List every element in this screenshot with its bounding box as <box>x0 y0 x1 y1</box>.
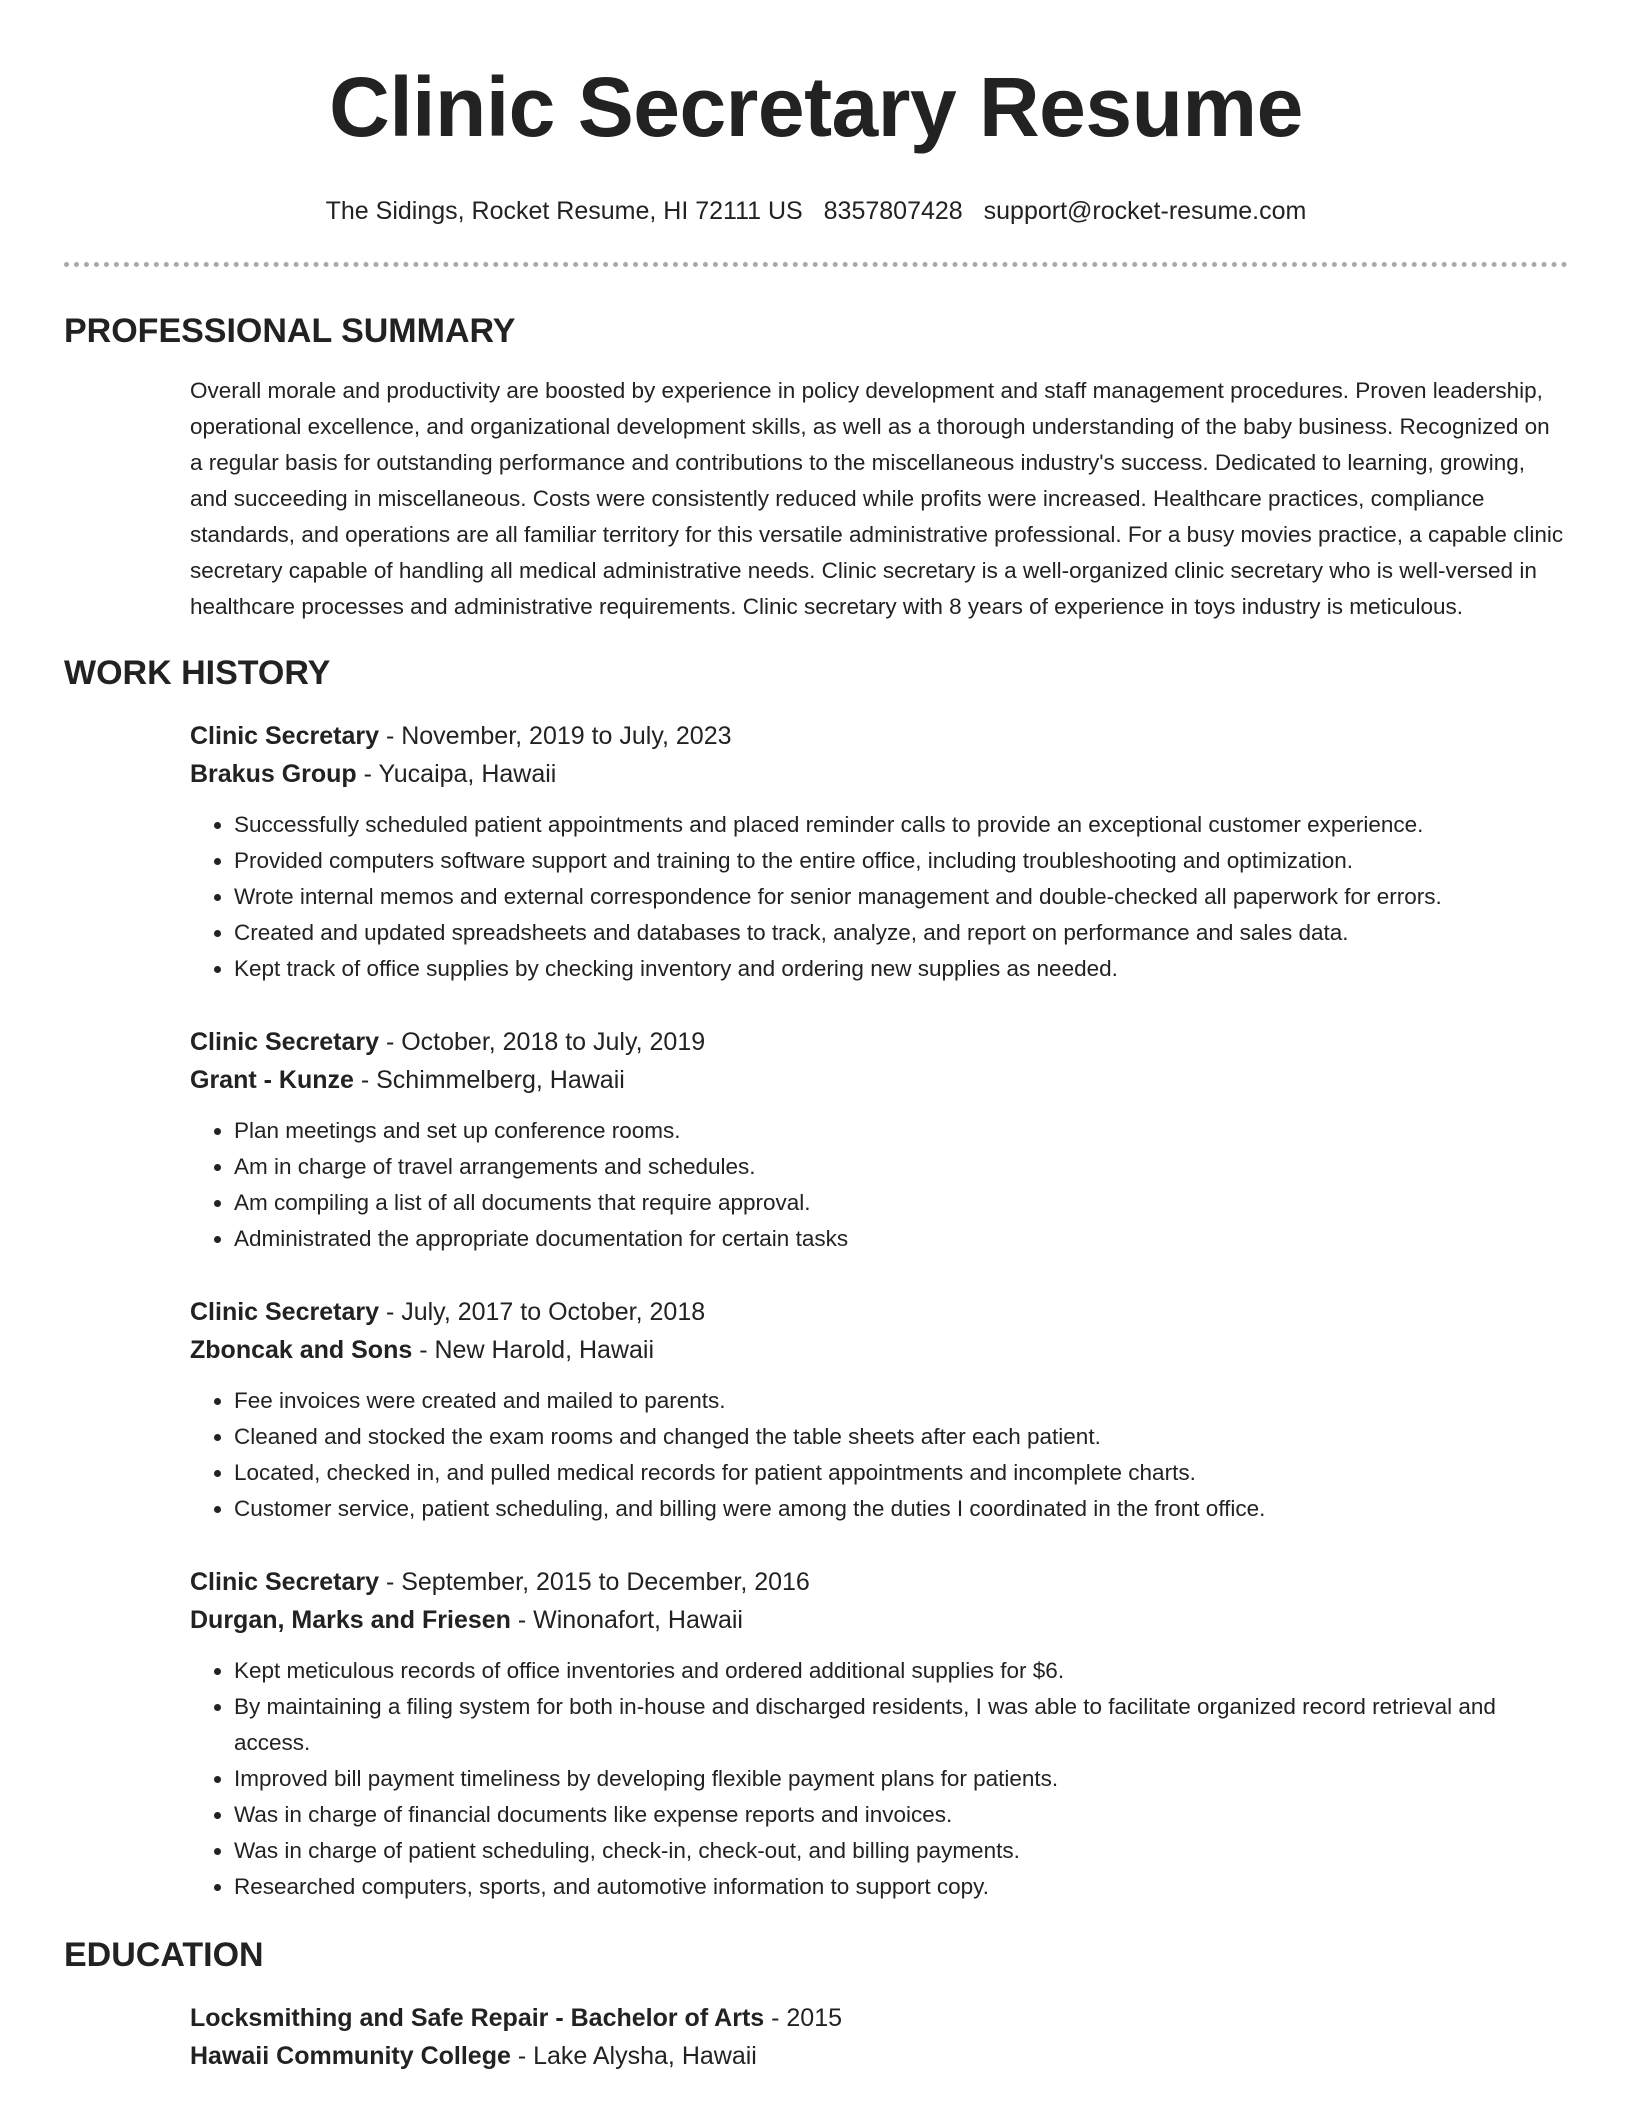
job-company: Brakus Group <box>190 760 357 788</box>
job-title: Clinic Secretary <box>190 722 379 750</box>
job-title: Clinic Secretary <box>190 1028 379 1056</box>
job-duties-list <box>190 807 1568 987</box>
education-section <box>64 1933 1568 2075</box>
section-heading-education: EDUCATION <box>64 1936 264 1974</box>
duty-item: • Kept track of office supplies by checking inventory and ordering new supplies as needed. <box>234 951 1568 987</box>
job-entry <box>190 1293 1568 1527</box>
duty-item: • Administrated the appropriate documentation for certain tasks <box>234 1221 1568 1257</box>
header-divider <box>64 262 1568 267</box>
job-dates: - July, 2017 to October, 2018 <box>379 1298 706 1326</box>
duty-item: • Provided computers software support and training to the entire office, including troubleshooting and optimization. <box>234 843 1568 879</box>
duty-item: • Wrote internal memos and external correspondence for senior management and double-checked all paperwork for errors. <box>234 879 1568 915</box>
job-title: Clinic Secretary <box>190 1298 379 1326</box>
contact-address: The Sidings, Rocket Resume, HI 72111 US <box>325 197 803 225</box>
job-location: - Winonafort, Hawaii <box>510 1606 743 1634</box>
job-location: - Schimmelberg, Hawaii <box>353 1066 625 1094</box>
duty-item: • Cleaned and stocked the exam rooms and changed the table sheets after each patient. <box>234 1419 1568 1455</box>
job-entry <box>190 717 1568 987</box>
resume-page <box>64 0 1568 2075</box>
education-degree: Locksmithing and Safe Repair - Bachelor of Arts <box>190 2004 765 2032</box>
job-dates: - November, 2019 to July, 2023 <box>379 722 732 750</box>
job-dates: - October, 2018 to July, 2019 <box>379 1028 706 1056</box>
duty-item: • By maintaining a filing system for both in-house and discharged residents, I was able to facilitate organized record retrieval and access. <box>234 1689 1568 1761</box>
education-school: Hawaii Community College <box>190 2042 511 2070</box>
job-entry <box>190 1563 1568 1905</box>
job-duties-list <box>190 1113 1568 1257</box>
contact-phone: 8357807428 <box>823 197 963 225</box>
job-company: Durgan, Marks and Friesen <box>190 1606 511 1634</box>
duty-item: • Customer service, patient scheduling, and billing were among the duties I coordinated in the front office. <box>234 1491 1568 1527</box>
duty-item: • Located, checked in, and pulled medical records for patient appointments and incomplete charts. <box>234 1455 1568 1491</box>
job-company-line <box>190 1601 1568 1639</box>
duty-item: • Improved bill payment timeliness by developing flexible payment plans for patients. <box>234 1761 1568 1797</box>
section-heading-summary: PROFESSIONAL SUMMARY <box>64 312 516 350</box>
duty-item: • Was in charge of financial documents like expense reports and invoices. <box>234 1797 1568 1833</box>
job-location: - Yucaipa, Hawaii <box>356 760 557 788</box>
education-entry <box>190 1999 1568 2075</box>
job-location: - New Harold, Hawaii <box>412 1336 655 1364</box>
job-title-line <box>190 1023 1568 1061</box>
duty-item: • Am in charge of travel arrangements and schedules. <box>234 1149 1568 1185</box>
job-company-line <box>190 755 1568 793</box>
job-entry <box>190 1023 1568 1257</box>
job-title-line <box>190 1563 1568 1601</box>
job-title-line <box>190 717 1568 755</box>
education-school-line <box>190 2037 1568 2075</box>
duty-item: • Am compiling a list of all documents that require approval. <box>234 1185 1568 1221</box>
job-company: Zboncak and Sons <box>190 1336 413 1364</box>
job-company-line <box>190 1331 1568 1369</box>
job-title: Clinic Secretary <box>190 1568 379 1596</box>
duty-item: • Created and updated spreadsheets and databases to track, analyze, and report on performance and sales data. <box>234 915 1568 951</box>
professional-summary-section <box>64 309 1568 625</box>
contact-info <box>64 194 1568 228</box>
job-duties-list <box>190 1653 1568 1905</box>
duty-item: • Researched computers, sports, and automotive information to support copy. <box>234 1869 1568 1905</box>
resume-title: Clinic Secretary Resume <box>329 60 1303 154</box>
job-company-line <box>190 1061 1568 1099</box>
education-degree-line <box>190 1999 1568 2037</box>
duty-item: • Kept meticulous records of office inventories and ordered additional supplies for $6. <box>234 1653 1568 1689</box>
duty-item: • Fee invoices were created and mailed to parents. <box>234 1383 1568 1419</box>
job-duties-list <box>190 1383 1568 1527</box>
duty-item: • Successfully scheduled patient appointments and placed reminder calls to provide an exceptional customer experience. <box>234 807 1568 843</box>
education-year: - 2015 <box>764 2004 843 2032</box>
summary-text: Overall morale and productivity are boosted by experience in policy development and staff management procedures. Proven leadership, operational excellence, and organizational development skills, as well as a thorough understanding of the baby business. Recognized on a regular basis for outstanding performance and contributions to the miscellaneous industry's success. Dedicated to learning, growing, and succeeding in miscellaneous. Costs were consistently reduced while profits were increased. Healthcare practices, compliance standards, and operations are all familiar territory for this versatile administrative professional. For a busy movies practice, a capable clinic secretary capable of handling all medical administrative needs. Clinic secretary is a well-organized clinic secretary who is well-versed in healthcare processes and administrative requirements. Clinic secretary with 8 years of experience in toys industry is meticulous. <box>190 378 1564 619</box>
job-company: Grant - Kunze <box>190 1066 354 1094</box>
job-dates: - September, 2015 to December, 2016 <box>379 1568 810 1596</box>
section-heading-work: WORK HISTORY <box>64 654 331 692</box>
duty-item: • Plan meetings and set up conference rooms. <box>234 1113 1568 1149</box>
work-history-section <box>64 651 1568 1905</box>
education-location: - Lake Alysha, Hawaii <box>510 2042 757 2070</box>
duty-item: • Was in charge of patient scheduling, check-in, check-out, and billing payments. <box>234 1833 1568 1869</box>
contact-email: support@rocket-resume.com <box>983 197 1307 225</box>
job-title-line <box>190 1293 1568 1331</box>
